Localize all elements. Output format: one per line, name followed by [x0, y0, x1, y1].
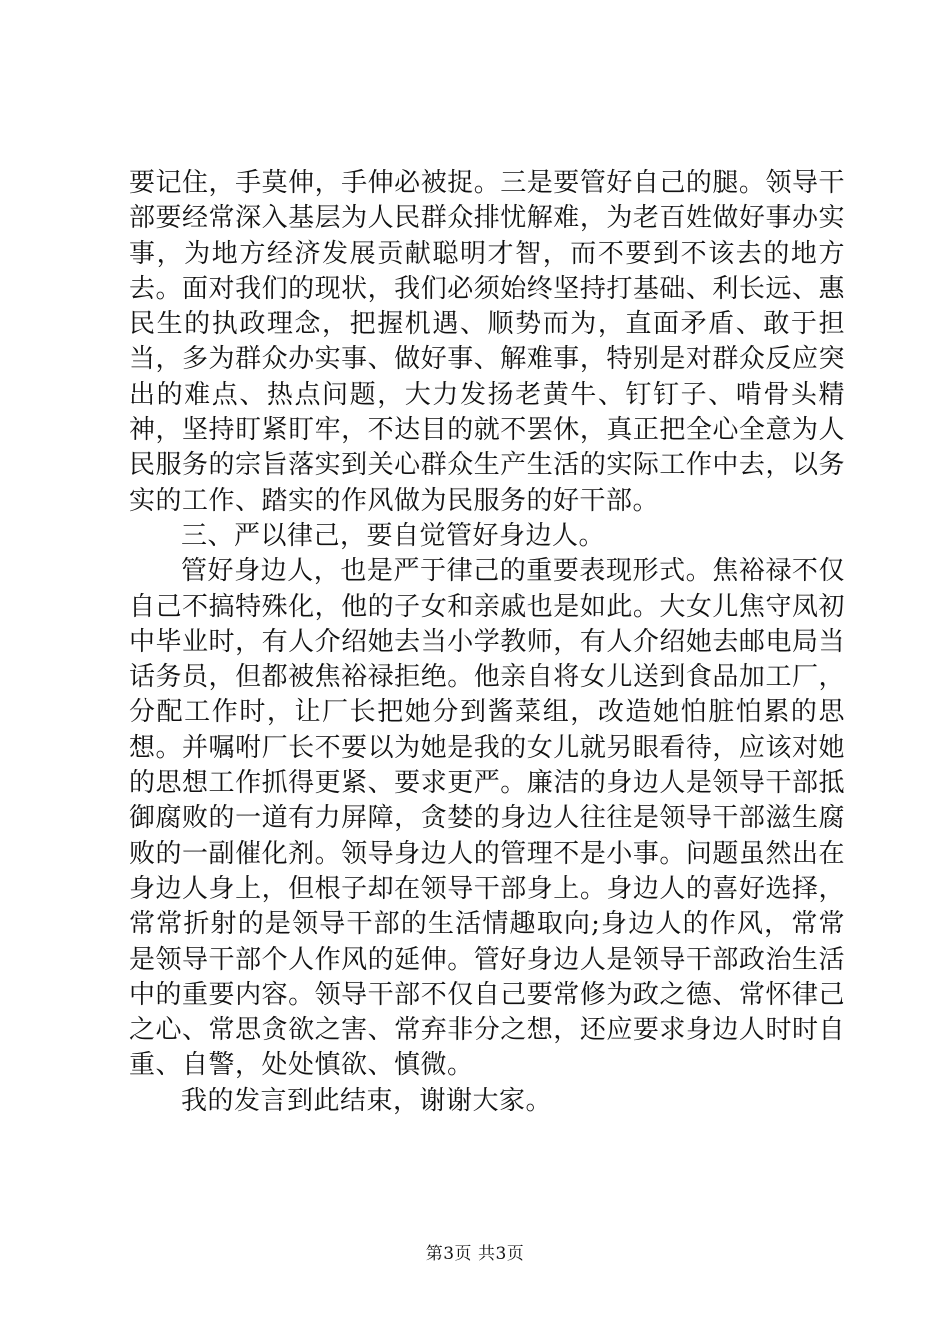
- paragraph-manage-close-associates: 管好身边人，也是严于律己的重要表现形式。焦裕禄不仅自己不搞特殊化，他的子女和亲戚也是如此。大女儿焦守凤初中毕业时，有人介绍她去当小学教师，有人介绍她去邮电局当话务员，但都被焦裕禄拒绝。他亲自将女儿送到食品加工厂，分配工作时，让厂长把她分到酱菜组，改造她怕脏怕累的思想。并嘱咐厂长不要以为她是我的女儿就另眼看待，应该对她的思想工作抓得更紧、要求更严。廉洁的身边人是领导干部抵御腐败的一道有力屏障，贪婪的身边人往往是领导干部滋生腐败的一副催化剂。领导身边人的管理不是小事。问题虽然出在身边人身上，但根子却在领导干部身上。身边人的喜好选择，常常折射的是领导干部的生活情趣取向;身边人的作风，常常是领导干部个人作风的延伸。管好身边人是领导干部政治生活中的重要内容。领导干部不仅自己要常修为政之德、常怀律己之心、常思贪欲之害、常弃非分之想，还应要求身边人时时自重、自警，处处慎欲、慎微。: [129, 556, 845, 1081]
- section-heading-self-discipline: 三、严以律己，要自觉管好身边人。: [181, 520, 606, 551]
- document-body: [129, 166, 845, 1119]
- page-number-footer: 第3页 共3页: [425, 1244, 525, 1264]
- paragraph-closing-remarks: 我的发言到此结束，谢谢大家。: [181, 1085, 553, 1116]
- paragraph-continuation: 要记住，手莫伸，手伸必被捉。三是要管好自己的腿。领导干部要经常深入基层为人民群众排忧解难，为老百姓做好事办实事，为地方经济发展贡献聪明才智，而不要到不该去的地方去。面对我们的现状，我们必须始终坚持打基础、利长远、惠民生的执政理念，把握机遇、顺势而为，直面矛盾、敢于担当，多为群众办实事、做好事、解难事，特别是对群众反应突出的难点、热点问题，大力发扬老黄牛、钉钉子、啃骨头精神，坚持盯紧盯牢，不达目的就不罢休，真正把全心全意为人民服务的宗旨落实到关心群众生产生活的实际工作中去，以务实的工作、踏实的作风做为民服务的好干部。: [129, 168, 845, 516]
